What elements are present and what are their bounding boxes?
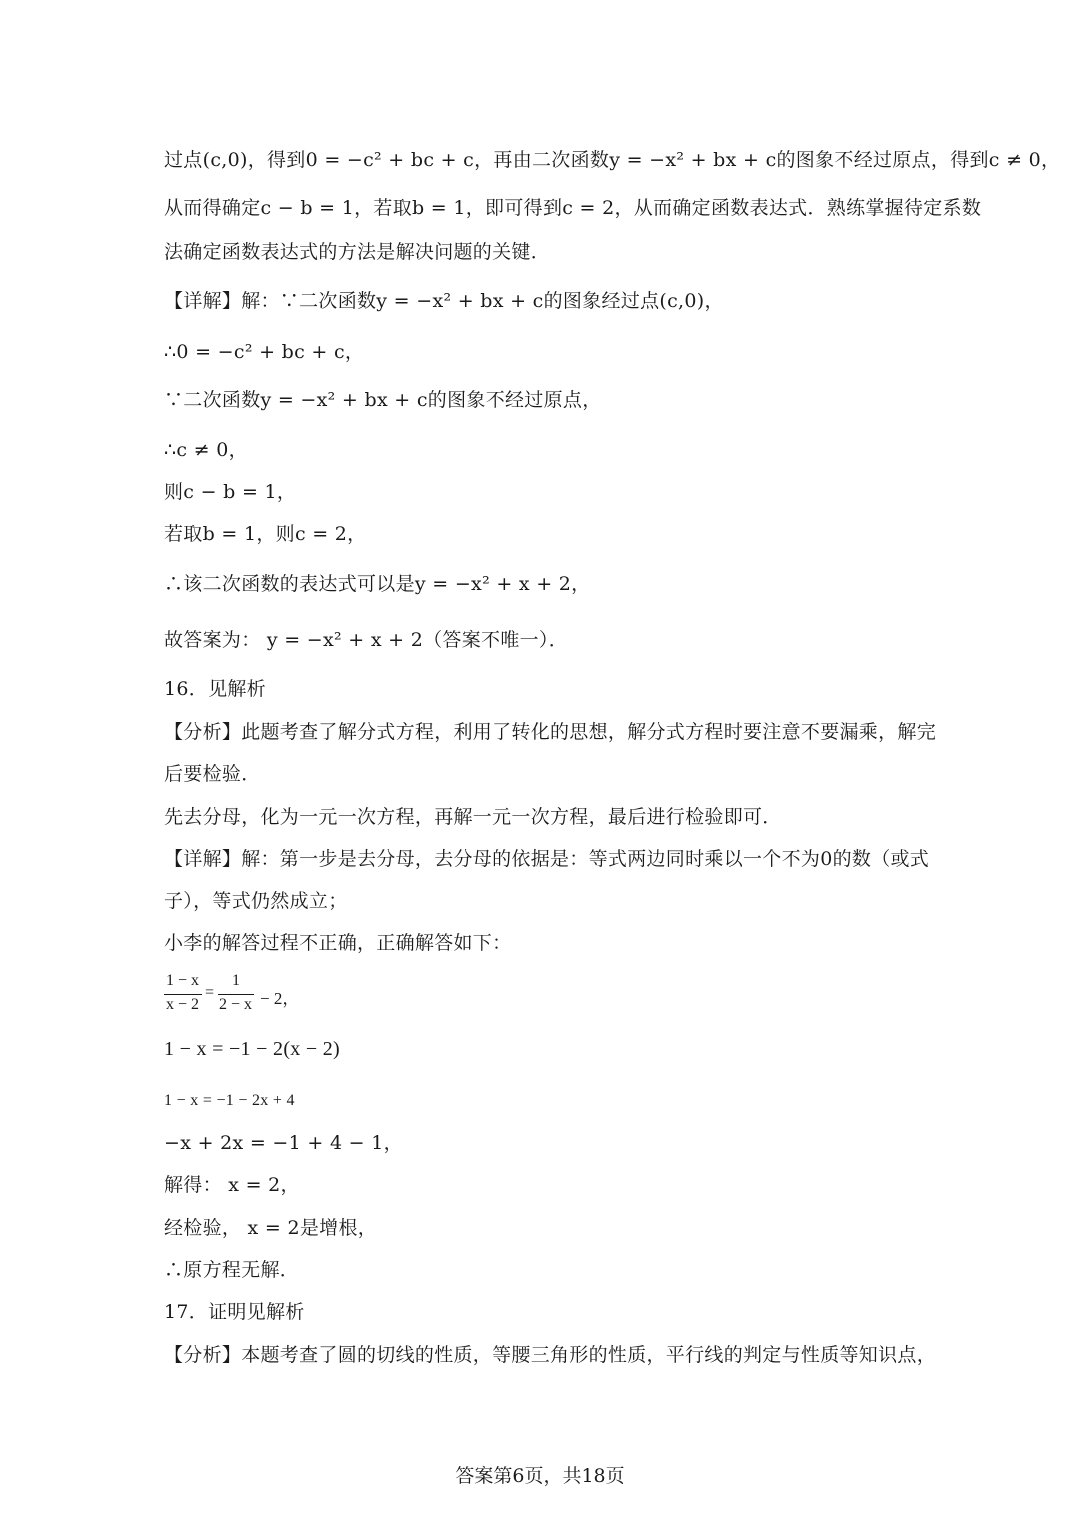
right-numerator: 1: [232, 972, 240, 989]
text-line-16: 【详解】解：第一步是去分母，去分母的依据是：等式两边同时乘以一个不为0的数（或式: [164, 848, 930, 870]
text-line-7: ∴c ≠ 0，: [164, 439, 248, 461]
text-line-6: ∵二次函数y = −x² + bx + c的图象不经过原点，: [164, 389, 602, 411]
left-denominator: x − 2: [166, 996, 200, 1013]
text-line-20: 1 − x = −1 − 2(x − 2): [164, 1038, 341, 1060]
text-line-10: ∴该二次函数的表达式可以是y = −x² + x + 2，: [164, 573, 591, 595]
text-line-11: 故答案为： y = −x² + x + 2（答案不唯一）．: [164, 629, 569, 651]
text-line-21: 1 − x = −1 − 2x + 4: [164, 1092, 295, 1109]
text-line-18: 小李的解答过程不正确，正确解答如下：: [164, 932, 512, 954]
right-fraction-bar: [218, 994, 254, 995]
text-line-14: 后要检验．: [164, 763, 261, 785]
question-17-heading: 17．证明见解析: [164, 1301, 305, 1323]
right-denominator: 2 − x: [219, 996, 253, 1013]
equals-sign: =: [205, 984, 215, 1001]
text-line-8: 则c − b = 1，: [164, 481, 297, 503]
text-line-5: ∴0 = −c² + bc + c，: [164, 341, 365, 363]
text-line-2: 从而得确定c − b = 1，若取b = 1，即可得到c = 2，从而确定函数表达式．熟练掌握待定系数: [164, 197, 982, 219]
question-16-heading: 16．见解析: [164, 678, 266, 700]
text-line-17: 子），等式仍然成立；: [164, 890, 348, 912]
text-line-15: 先去分母，化为一元一次方程，再解一元一次方程，最后进行检验即可．: [164, 806, 782, 828]
text-line-9: 若取b = 1，则c = 2，: [164, 523, 367, 545]
text-line-24: 经检验， x = 2是增根，: [164, 1217, 378, 1239]
text-line-13: 【分析】此题考查了解分式方程，利用了转化的思想，解分式方程时要注意不要漏乘，解完: [164, 721, 937, 743]
text-line-27: 【分析】本题考查了圆的切线的性质，等腰三角形的性质，平行线的判定与性质等知识点，: [164, 1344, 937, 1366]
fraction-tail: − 2，: [260, 989, 300, 1008]
text-line-4: 【详解】解：∵二次函数y = −x² + bx + c的图象经过点(c,0)，: [164, 290, 724, 312]
text-line-1: 过点(c,0)，得到0 = −c² + bc + c，再由二次函数y = −x² + bx + c的图象不经过原点，得到c ≠ 0，: [164, 149, 1061, 171]
text-line-23: 解得： x = 2，: [164, 1174, 300, 1196]
text-line-25: ∴原方程无解．: [164, 1259, 300, 1281]
left-numerator: 1 − x: [166, 972, 200, 989]
page-footer: 答案第6页，共18页: [455, 1465, 625, 1487]
left-fraction-bar: [164, 994, 202, 995]
text-line-22: −x + 2x = −1 + 4 − 1，: [164, 1132, 403, 1154]
text-line-3: 法确定函数表达式的方法是解决问题的关键．: [164, 241, 551, 263]
fraction-equation: [164, 972, 364, 1018]
